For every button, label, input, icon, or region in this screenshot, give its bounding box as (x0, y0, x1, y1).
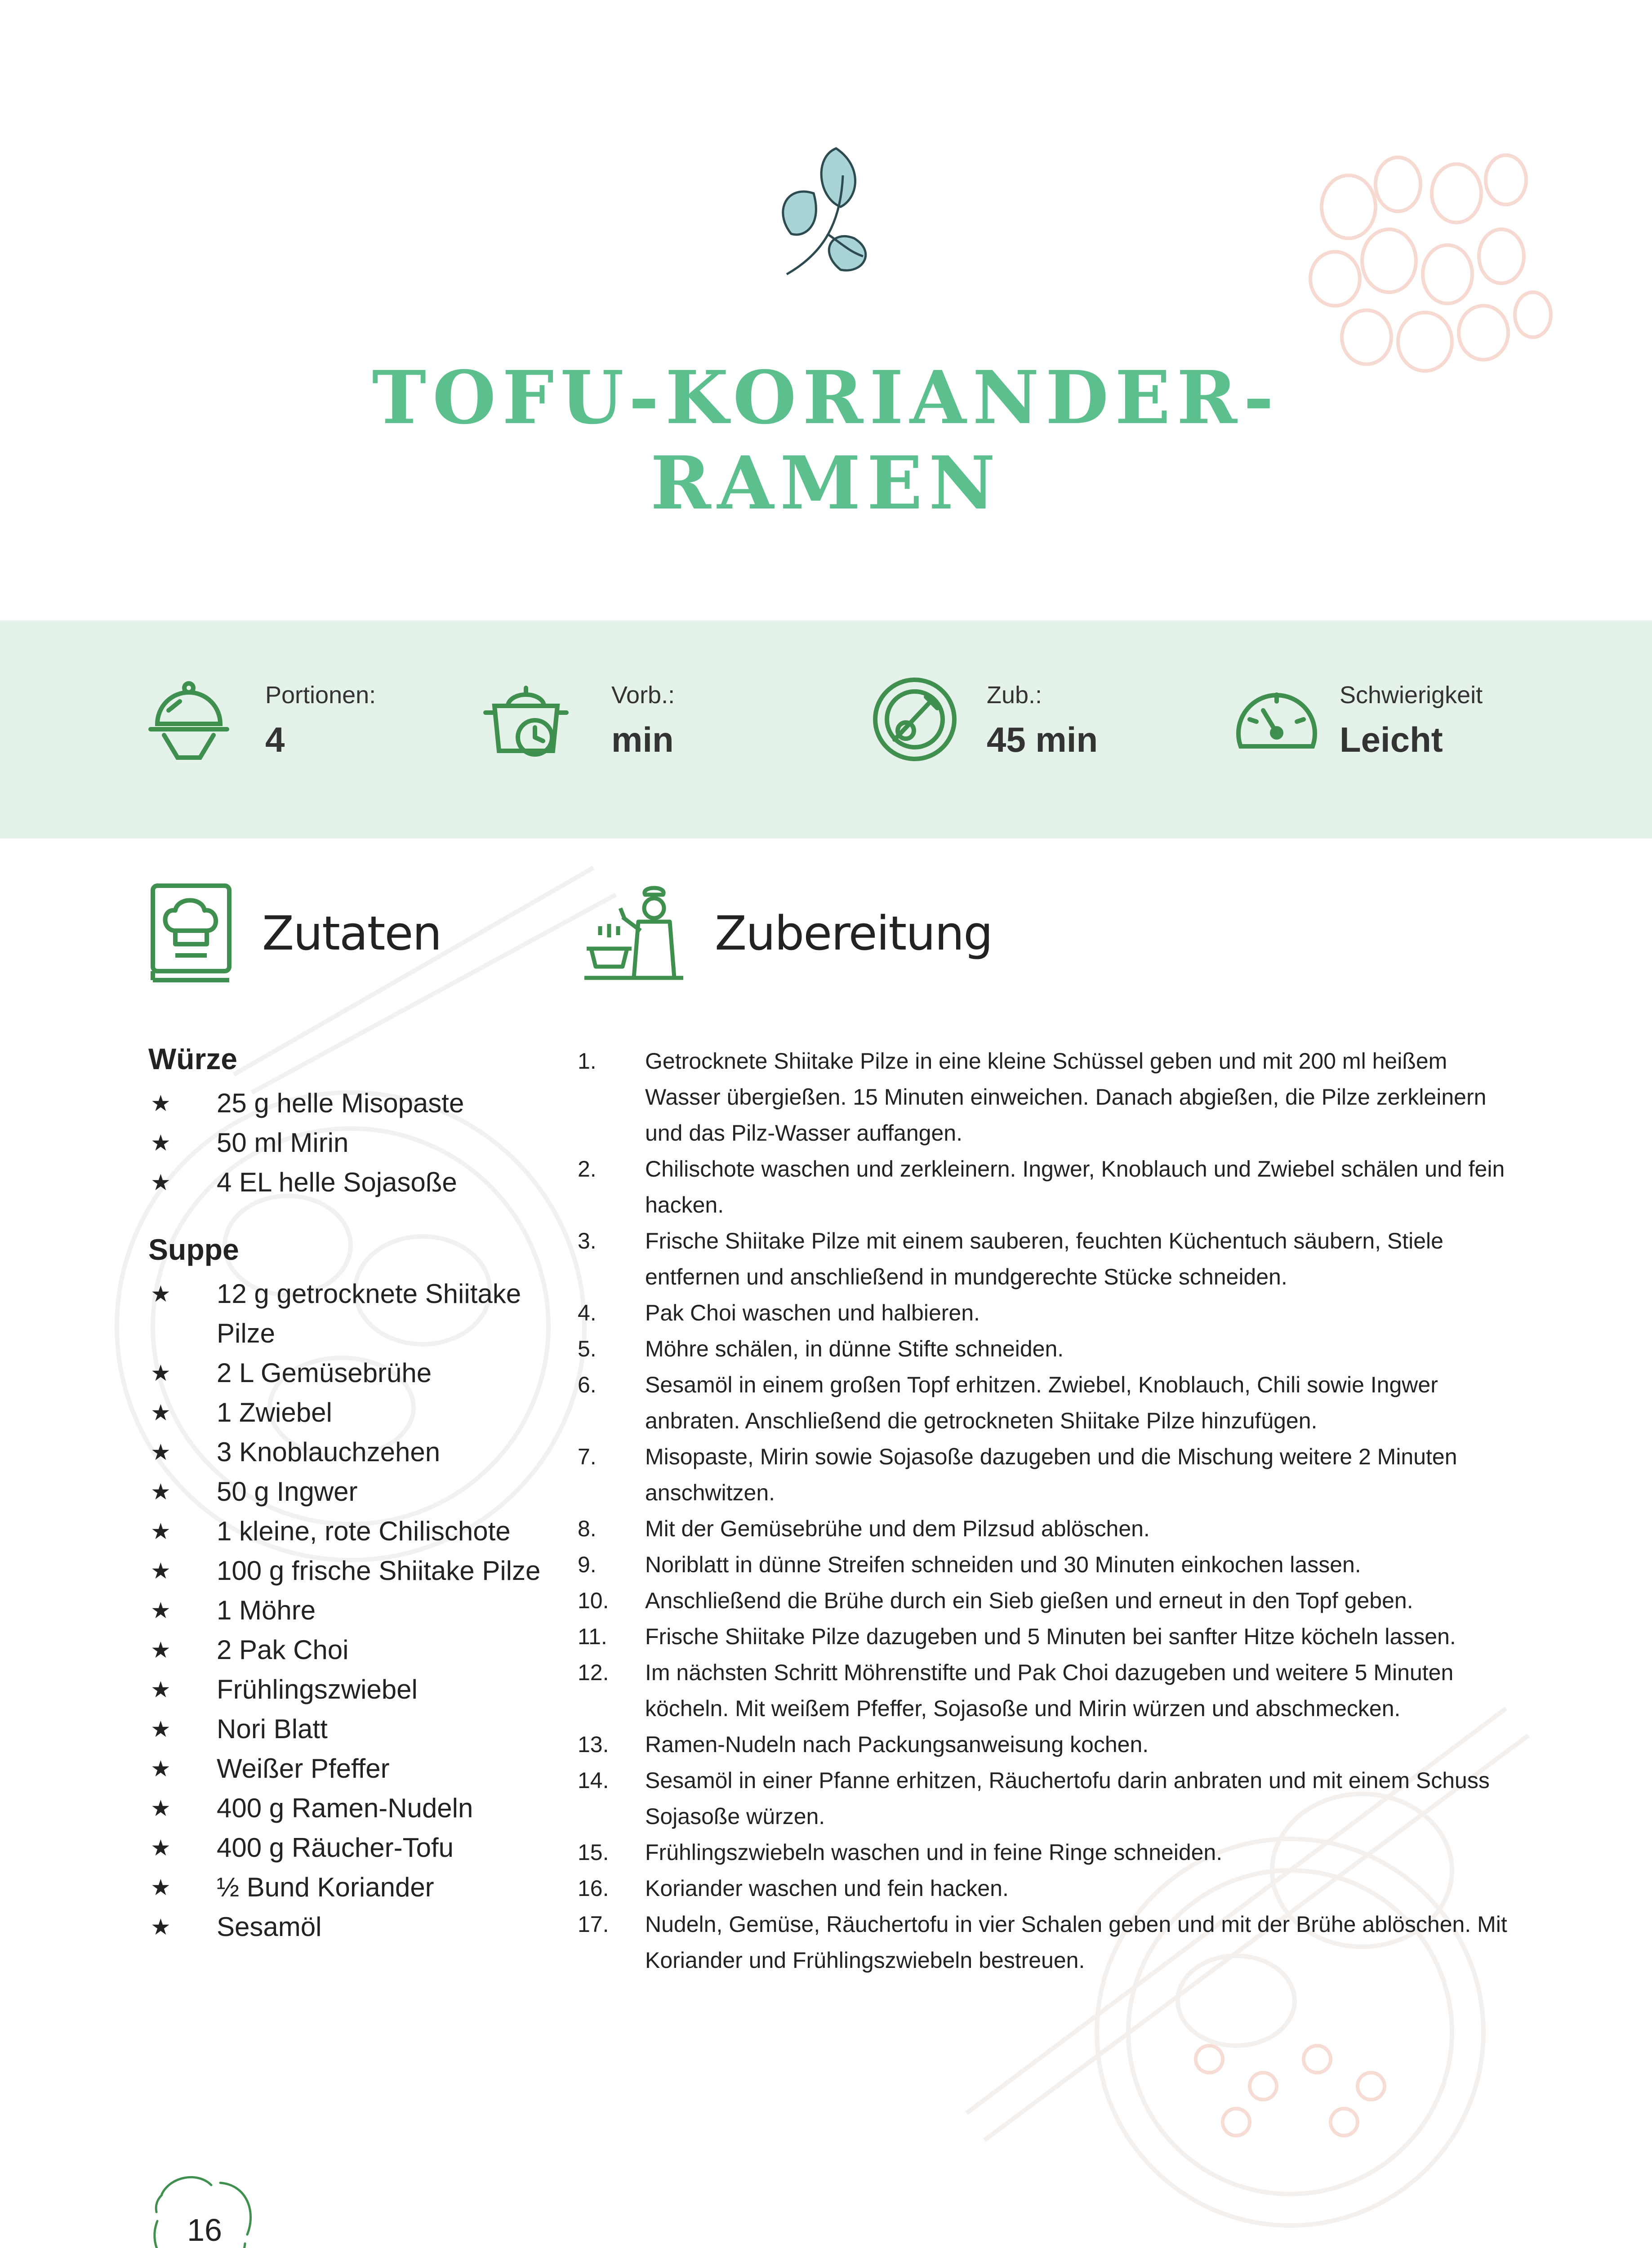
step-item (578, 1619, 1513, 1655)
star-bullet-icon: ★ (151, 1914, 171, 1940)
ingredient-text: 400 g Räucher-Tofu (217, 1833, 454, 1863)
step-item (578, 1223, 1513, 1295)
step-number: 12. (578, 1660, 609, 1685)
stat-label-prep: Vorb.: (611, 682, 675, 709)
ingredient-text: ½ Bund Koriander (217, 1872, 434, 1902)
star-bullet-icon: ★ (151, 1400, 171, 1425)
star-bullet-icon: ★ (151, 1717, 171, 1742)
ingredient-text: 3 Knoblauchzehen (217, 1437, 441, 1467)
leaf-sprig-icon (760, 139, 895, 292)
ingredient-item (148, 1670, 553, 1709)
step-text: Frische Shiitake Pilze dazugeben und 5 Minuten bei sanfter Hitze köcheln lassen. (645, 1624, 1456, 1649)
step-text: Sesamöl in einer Pfanne erhitzen, Räuchertofu darin anbraten und mit einem Schuss Sojasoße würzen. (645, 1768, 1490, 1829)
ingredient-text: 4 EL helle Sojasoße (217, 1167, 457, 1197)
ingredients-section-title: Zutaten (262, 906, 441, 961)
star-bullet-icon: ★ (151, 1835, 171, 1860)
ingredient-item (148, 1472, 553, 1512)
ingredient-text: Frühlingszwiebel (217, 1674, 418, 1704)
step-number: 3. (578, 1228, 597, 1253)
stat-value-cook: 45 min (987, 720, 1098, 759)
step-item (578, 1762, 1513, 1834)
step-text: Frühlingszwiebeln waschen und in feine Ringe schneiden. (645, 1840, 1223, 1865)
star-bullet-icon: ★ (151, 1677, 171, 1702)
ingredient-group (148, 1229, 553, 1947)
step-item (578, 1834, 1513, 1870)
stat-value-prep: min (611, 720, 674, 759)
ingredient-item (148, 1591, 553, 1630)
ingredient-item (148, 1868, 553, 1907)
step-number: 15. (578, 1840, 609, 1865)
page-number: 16 (187, 2212, 222, 2248)
star-bullet-icon: ★ (151, 1598, 171, 1623)
ingredient-text: Sesamöl (217, 1912, 322, 1942)
step-number: 11. (578, 1624, 607, 1649)
gauge-icon (1232, 674, 1322, 764)
ingredient-text: 2 Pak Choi (217, 1635, 349, 1665)
ingredient-item (148, 1907, 553, 1947)
star-bullet-icon: ★ (151, 1281, 171, 1307)
ingredient-item (148, 1163, 553, 1202)
star-bullet-icon: ★ (151, 1796, 171, 1821)
star-bullet-icon: ★ (151, 1558, 171, 1583)
step-number: 10. (578, 1588, 609, 1613)
step-text: Koriander waschen und fein hacken. (645, 1876, 1009, 1901)
step-item (578, 1367, 1513, 1439)
ingredient-items (148, 1274, 553, 1947)
ingredient-text: 100 g frische Shiitake Pilze (217, 1556, 541, 1586)
ingredient-group-title: Suppe (148, 1233, 239, 1266)
step-item (578, 1439, 1513, 1511)
step-number: 2. (578, 1156, 597, 1182)
step-text: Misopaste, Mirin sowie Sojasoße dazugeben und die Mischung weitere 2 Minuten anschwitzen. (645, 1444, 1457, 1505)
cookbook-chef-hat-icon (148, 881, 234, 985)
step-ordered-list (578, 1043, 1513, 1978)
chef-cooking-icon (582, 881, 686, 985)
step-text: Pak Choi waschen und halbieren. (645, 1300, 980, 1325)
ingredient-item (148, 1353, 553, 1393)
ingredient-text: 400 g Ramen-Nudeln (217, 1793, 473, 1823)
step-item (578, 1726, 1513, 1762)
ingredient-text: 25 g helle Misopaste (217, 1088, 464, 1118)
ingredient-item (148, 1749, 553, 1789)
ingredient-text: 50 g Ingwer (217, 1476, 358, 1507)
step-item (578, 1655, 1513, 1726)
step-item (578, 1906, 1513, 1978)
step-number: 7. (578, 1444, 597, 1469)
cooking-pot-timer-icon (481, 674, 571, 764)
step-number: 1. (578, 1048, 597, 1074)
stat-label-portions: Portionen: (265, 682, 376, 709)
stat-value-difficulty: Leicht (1340, 720, 1443, 759)
ingredient-item (148, 1551, 553, 1591)
stat-label-difficulty: Schwierigkeit (1340, 682, 1483, 709)
step-number: 8. (578, 1516, 597, 1541)
step-text: Nudeln, Gemüse, Räuchertofu in vier Schalen geben und mit der Brühe ablöschen. Mit Koriander und Frühlingszwiebeln bestreuen. (645, 1912, 1507, 1973)
steps-section-title: Zubereitung (715, 906, 993, 961)
stat-value-portions: 4 (265, 720, 285, 759)
star-bullet-icon: ★ (151, 1440, 171, 1465)
ingredient-text: 50 ml Mirin (217, 1128, 349, 1158)
star-bullet-icon: ★ (151, 1360, 171, 1386)
step-number: 13. (578, 1732, 609, 1757)
ingredient-item (148, 1084, 553, 1123)
star-bullet-icon: ★ (151, 1875, 171, 1900)
step-item (578, 1151, 1513, 1223)
recipe-title (0, 355, 1652, 526)
step-item (578, 1511, 1513, 1547)
ingredient-text: Weißer Pfeffer (217, 1753, 390, 1784)
step-text: Frische Shiitake Pilze mit einem sauberen, feuchten Küchentuch säubern, Stiele entfernen und anschließend in mundgerechte Stücke schneiden. (645, 1228, 1443, 1289)
step-text: Getrocknete Shiitake Pilze in eine kleine Schüssel geben und mit 200 ml heißem Wasser übergießen. 15 Minuten einweichen. Danach abgießen, die Pilze zerkleinern und das Pilz-Wasser auffangen. (645, 1048, 1487, 1146)
step-number: 5. (578, 1336, 597, 1361)
step-text: Mit der Gemüsebrühe und dem Pilzsud ablöschen. (645, 1516, 1150, 1541)
step-number: 4. (578, 1300, 597, 1325)
step-item (578, 1295, 1513, 1331)
ingredient-items (148, 1084, 553, 1202)
step-text: Ramen-Nudeln nach Packungsanweisung kochen. (645, 1732, 1149, 1757)
star-bullet-icon: ★ (151, 1479, 171, 1504)
ingredient-text: 2 L Gemüsebrühe (217, 1358, 432, 1388)
step-number: 16. (578, 1876, 609, 1901)
step-number: 9. (578, 1552, 597, 1577)
ingredient-item (148, 1432, 553, 1472)
ingredient-item (148, 1512, 553, 1551)
step-number: 14. (578, 1768, 609, 1793)
star-bullet-icon: ★ (151, 1170, 171, 1195)
star-bullet-icon: ★ (151, 1637, 171, 1663)
step-text: Chilischote waschen und zerkleinern. Ingwer, Knoblauch und Zwiebel schälen und fein hacken. (645, 1156, 1505, 1218)
stat-label-cook: Zub.: (987, 682, 1042, 709)
recipe-title-line-1: TOFU-KORIANDER- (372, 355, 1280, 441)
ingredient-group-title: Würze (148, 1042, 237, 1075)
ingredient-item (148, 1709, 553, 1749)
ingredient-text: 12 g getrocknete Shiitake Pilze (217, 1279, 521, 1348)
ingredient-text: 1 Zwiebel (217, 1397, 332, 1427)
cloche-icon (144, 674, 234, 764)
ingredient-text: 1 Möhre (217, 1595, 316, 1625)
step-item (578, 1043, 1513, 1151)
ingredient-group (148, 1039, 553, 1202)
ingredient-item (148, 1630, 553, 1670)
step-item (578, 1583, 1513, 1619)
step-text: Anschließend die Brühe durch ein Sieb gießen und erneut in den Topf geben. (645, 1588, 1413, 1613)
ingredient-item (148, 1828, 553, 1868)
step-number: 6. (578, 1372, 597, 1397)
star-bullet-icon: ★ (151, 1130, 171, 1155)
ingredient-text: Nori Blatt (217, 1714, 328, 1744)
step-text: Im nächsten Schritt Möhrenstifte und Pak Choi dazugeben und weitere 5 Minuten köcheln. Mit weißem Pfeffer, Sojasoße und Mirin würzen und abschmecken. (645, 1660, 1454, 1721)
step-text: Möhre schälen, in dünne Stifte schneiden. (645, 1336, 1064, 1361)
star-bullet-icon: ★ (151, 1519, 171, 1544)
ingredient-item (148, 1123, 553, 1163)
star-bullet-icon: ★ (151, 1756, 171, 1781)
star-bullet-icon: ★ (151, 1091, 171, 1116)
step-item (578, 1547, 1513, 1583)
step-item (578, 1331, 1513, 1367)
recipe-title-line-2: RAMEN (650, 441, 1002, 526)
ingredient-item (148, 1274, 553, 1353)
ingredient-item (148, 1789, 553, 1828)
ingredient-item (148, 1393, 553, 1432)
step-text: Noriblatt in dünne Streifen schneiden und 30 Minuten einkochen lassen. (645, 1552, 1361, 1577)
ingredient-text: 1 kleine, rote Chilischote (217, 1516, 511, 1546)
step-number: 17. (578, 1912, 609, 1937)
step-text: Sesamöl in einem großen Topf erhitzen. Zwiebel, Knoblauch, Chili sowie Ingwer anbraten. Anschließend die getrockneten Shiitake Pilze hinzufügen. (645, 1372, 1438, 1433)
step-item (578, 1870, 1513, 1906)
plate-cutlery-icon (870, 674, 960, 764)
steps-list (578, 1043, 1513, 1978)
ingredients-list (148, 1039, 553, 1974)
